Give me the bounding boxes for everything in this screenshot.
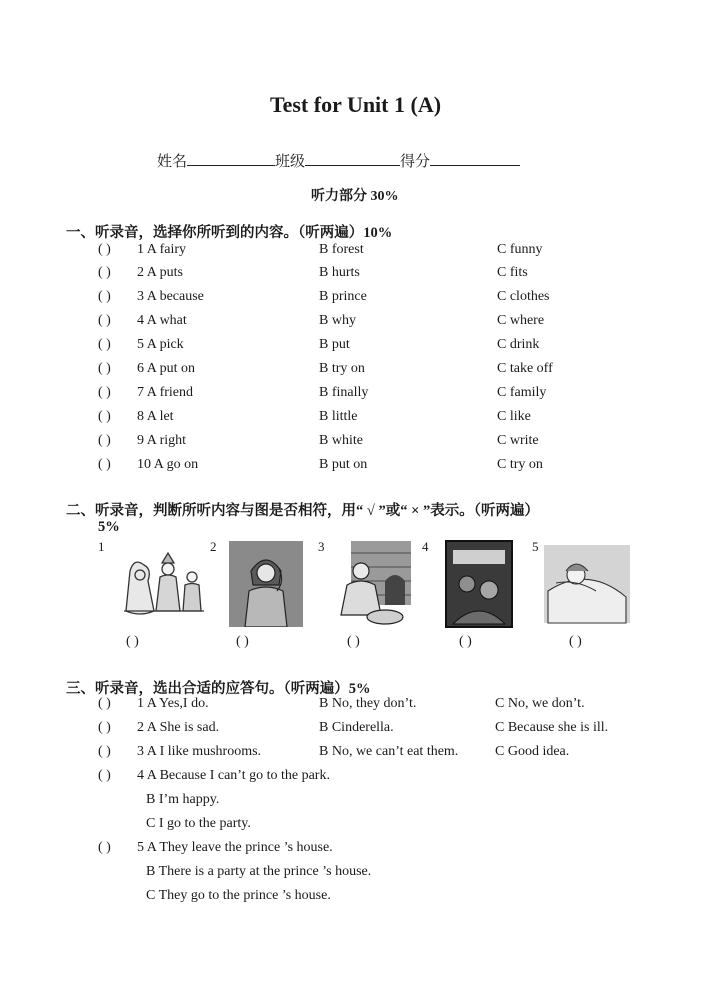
answer-paren[interactable]: ( ) — [98, 768, 111, 783]
answer-paren[interactable]: ( ) — [126, 634, 139, 649]
option-c: C clothes — [497, 289, 550, 304]
section1-heading: 一、听录音，选择你所听到的内容。（听两遍）10% — [66, 225, 393, 241]
option-b: B Cinderella. — [319, 720, 394, 735]
option-b: B white — [319, 433, 363, 448]
answer-paren[interactable]: ( ) — [98, 265, 111, 280]
option-a: 1 A Yes,I do. — [137, 696, 209, 711]
option-b: B There is a party at the prince ’s house. — [146, 864, 372, 879]
answer-paren[interactable]: ( ) — [347, 634, 360, 649]
option-b: B why — [319, 313, 356, 328]
option-c: C take off — [497, 361, 553, 376]
answer-paren[interactable]: ( ) — [98, 242, 111, 257]
option-c: C I go to the party. — [146, 816, 251, 831]
option-a: 1 A fairy — [137, 242, 186, 257]
option-c: C where — [497, 313, 545, 328]
section3-heading: 三、听录音，选出合适的应答句。（听两遍）5% — [66, 681, 371, 697]
answer-paren[interactable]: ( ) — [98, 289, 111, 304]
picture-witch-and-girls — [112, 541, 210, 627]
option-b: B I’m happy. — [146, 792, 220, 807]
option-b: B forest — [319, 242, 364, 257]
answer-paren[interactable]: ( ) — [98, 840, 111, 855]
section2-heading-points: 5% — [98, 519, 120, 535]
option-c: C Because she is ill. — [495, 720, 609, 735]
option-a: 10 A go on — [137, 457, 199, 472]
option-a: 6 A put on — [137, 361, 195, 376]
option-a: 5 A pick — [137, 337, 184, 352]
answer-paren[interactable]: ( ) — [98, 313, 111, 328]
answer-paren[interactable]: ( ) — [98, 337, 111, 352]
option-b: B little — [319, 409, 358, 424]
answer-paren[interactable]: ( ) — [98, 744, 111, 759]
option-c: C fits — [497, 265, 528, 280]
option-b: B No, they don’t. — [319, 696, 417, 711]
answer-paren[interactable]: ( ) — [98, 696, 111, 711]
option-a: 4 A Because I can’t go to the park. — [137, 768, 330, 783]
option-a: 5 A They leave the prince ’s house. — [137, 840, 333, 855]
answer-paren[interactable]: ( ) — [569, 634, 582, 649]
option-a: 7 A friend — [137, 385, 193, 400]
option-b: B prince — [319, 289, 367, 304]
picture-cinderella-fireplace — [337, 541, 411, 627]
answer-paren[interactable]: ( ) — [236, 634, 249, 649]
option-a: 9 A right — [137, 433, 187, 448]
option-a: 3 A I like mushrooms. — [137, 744, 262, 759]
option-b: B put on — [319, 457, 368, 472]
answer-paren[interactable]: ( ) — [98, 385, 111, 400]
option-b: B try on — [319, 361, 365, 376]
class-label: 班级 — [275, 154, 306, 170]
class-field[interactable] — [305, 151, 400, 166]
option-c: C try on — [497, 457, 543, 472]
option-c: C No, we don’t. — [495, 696, 585, 711]
answer-paren[interactable]: ( ) — [98, 720, 111, 735]
listening-part-label: 听力部分 30% — [311, 189, 399, 204]
option-c: C like — [497, 409, 531, 424]
option-b: B finally — [319, 385, 369, 400]
option-c: C Good idea. — [495, 744, 570, 759]
picture-girl-in-bed — [544, 541, 630, 627]
page-title: Test for Unit 1 (A) — [269, 92, 442, 117]
score-label: 得分 — [400, 154, 431, 170]
name-field[interactable] — [187, 151, 275, 166]
picture-number: 5 — [532, 539, 539, 554]
option-c: C write — [497, 433, 539, 448]
option-b: B No, we can’t eat them. — [319, 744, 459, 759]
score-field[interactable] — [430, 151, 520, 166]
answer-paren[interactable]: ( ) — [98, 409, 111, 424]
picture-girl-headache — [229, 541, 303, 627]
name-label: 姓名 — [157, 154, 188, 170]
answer-paren[interactable]: ( ) — [459, 634, 472, 649]
picture-number: 4 — [422, 539, 429, 554]
option-a: 8 A let — [137, 409, 174, 424]
picture-number: 3 — [318, 539, 325, 554]
answer-paren[interactable]: ( ) — [98, 361, 111, 376]
option-c: C drink — [497, 337, 540, 352]
option-a: 2 A She is sad. — [137, 720, 220, 735]
picture-book-cover — [445, 540, 513, 628]
option-a: 4 A what — [137, 313, 187, 328]
option-c: C family — [497, 385, 547, 400]
answer-paren[interactable]: ( ) — [98, 457, 111, 472]
section2-heading: 二、听录音，判断所听内容与图是否相符，用“ √ ”或“ × ”表示。（听两遍） — [66, 503, 539, 519]
option-c: C funny — [497, 242, 543, 257]
picture-number: 1 — [98, 539, 105, 554]
answer-paren[interactable]: ( ) — [98, 433, 111, 448]
student-info-line — [157, 150, 520, 171]
option-c: C They go to the prince ’s house. — [146, 888, 331, 903]
option-b: B put — [319, 337, 350, 352]
option-b: B hurts — [319, 265, 360, 280]
picture-number: 2 — [210, 539, 217, 554]
option-a: 3 A because — [137, 289, 204, 304]
option-a: 2 A puts — [137, 265, 183, 280]
